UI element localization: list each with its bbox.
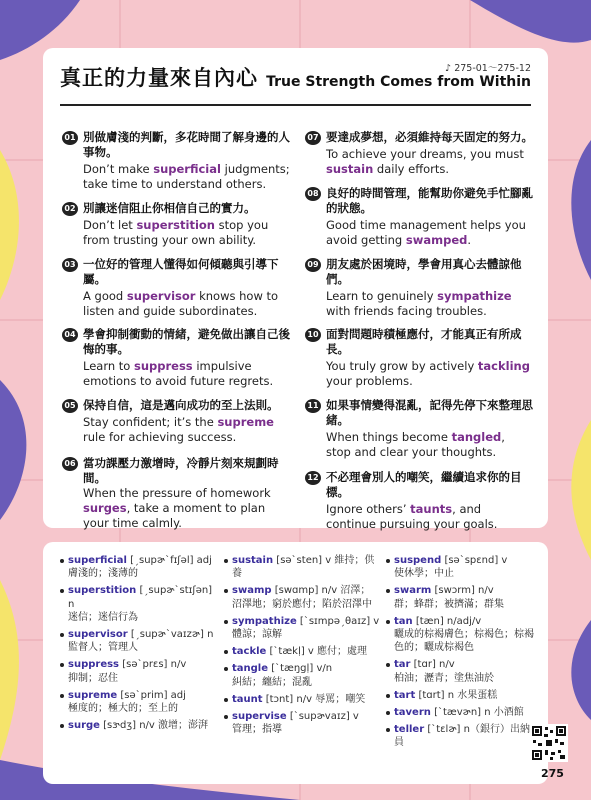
vocab-entry: tavern [ˋtævɚn] n 小酒館 (386, 706, 536, 719)
sentence-item (62, 257, 290, 327)
sentence-item (62, 201, 290, 257)
sentence-english: Ignore others’ taunts, and continue pursuing your goals. (326, 502, 498, 531)
sentence-english: A good supervisor knows how to listen and guide subordinates. (83, 289, 279, 318)
sentence-english: Learn to suppress impulsive emotions to avoid future regrets. (83, 359, 274, 388)
sentence-number-badge: 01 (62, 131, 78, 145)
sentence-number-badge: 12 (305, 471, 321, 485)
sentence-english: Don’t make superficial judgments; take time to understand others. (83, 162, 290, 191)
sentence-item (62, 398, 290, 456)
vocab-entry: sustain [səˋsten] v 維持；供養 (224, 554, 384, 580)
sentence-english: You truly grow by actively tackling your problems. (326, 359, 530, 388)
sentence-chinese: 別讓迷信阻止你相信自己的實力。 (83, 201, 256, 215)
sentence-item (305, 398, 533, 470)
vocab-entry: tart [tɑrt] n 水果蛋糕 (386, 689, 536, 702)
vocab-entry: tackle [ˋtækḷ] v 應付；處理 (224, 645, 384, 658)
vocab-entry: tan [tæn] n/adj/v 曬成的棕褐膚色；棕褐色；棕褐色的；曬成棕褐色 (386, 615, 536, 655)
qr-code-icon[interactable] (530, 724, 568, 762)
vocab-entry: swamp [swɑmp] n/v 沼澤； 沼澤地；窮於應付；陷於沼澤中 (224, 584, 384, 610)
vocab-entry: supervise [ˋsupɚvaɪz] v 管理；指導 (224, 710, 384, 736)
sentence-chinese: 面對問題時積極應付，才能真正有所成長。 (326, 327, 522, 356)
keyword: taunts (410, 502, 453, 516)
sentence-english: When things become tangled, stop and clear your thoughts. (326, 430, 505, 459)
vocab-entry: surge [sɝdʒ] n/v 激增；澎湃 (60, 719, 220, 732)
vocab-entry: sympathize [ˋsɪmpəˏθaɪz] v 體諒；諒解 (224, 615, 384, 641)
sentence-number-badge: 10 (305, 328, 321, 342)
keyword: tangled (451, 430, 502, 444)
sentence-chinese: 保持自信，這是邁向成功的至上法則。 (83, 398, 279, 412)
vocab-entry: swarm [swɔrm] n/v 群；蜂群；被擠滿；群集 (386, 584, 536, 610)
sentence-chinese: 朋友處於困境時，學會用真心去體諒他們。 (326, 257, 522, 286)
sentence-item (62, 327, 290, 398)
sentence-item (62, 130, 290, 201)
sentence-chinese: 良好的時間管理，能幫助你避免手忙腳亂的狀態。 (326, 186, 533, 215)
keyword: superstition (136, 218, 215, 232)
keyword: suppress (134, 359, 193, 373)
vocab-entry: teller [ˋtɛlɚ] n（銀行）出納員 (386, 723, 536, 749)
sentence-english: Learn to genuinely sympathize with friends facing troubles. (326, 289, 512, 318)
sentences-left-column (62, 130, 290, 531)
sentence-chinese: 如果事情變得混亂，記得先停下來整理思緒。 (326, 398, 533, 427)
sentence-chinese: 當功課壓力激增時，冷靜片刻來規劃時間。 (83, 456, 279, 485)
sentence-number-badge: 04 (62, 328, 78, 342)
title-divider (60, 104, 531, 106)
vocab-entry: superstition [ˏsupɚˋstɪʃən] n 迷信；迷信行為 (60, 584, 220, 624)
sentence-item (305, 470, 533, 532)
keyword: supervisor (126, 289, 196, 303)
vocab-entry: tangle [ˋtæŋgḷ] v/n 糾結；纏結；混亂 (224, 662, 384, 688)
keyword: surges (83, 501, 127, 515)
sentence-item (305, 186, 533, 257)
keyword: sustain (326, 162, 374, 176)
sentence-english: Good time management helps you avoid getting swamped. (326, 218, 526, 247)
vocab-entry: superficial [ˏsupɚˋfɪʃəl] adj 膚淺的；淺薄的 (60, 554, 220, 580)
keyword: superficial (153, 162, 221, 176)
sentence-english: To achieve your dreams, you must sustain daily efforts. (326, 147, 524, 176)
sentence-number-badge: 06 (62, 457, 78, 471)
vocab-entry: suspend [səˋspɛnd] v 使休學；中止 (386, 554, 536, 580)
sentence-chinese: 要達成夢想，必須維持每天固定的努力。 (326, 130, 533, 144)
page-title-english: True Strength Comes from Within (266, 74, 531, 90)
sentence-chinese: 不必理會別人的嘲笑，繼續追求你的目標。 (326, 470, 522, 499)
vocab-entry: supervisor [ˏsupɚˋvaɪzɚ] n 監督人；管理人 (60, 628, 220, 654)
keyword: supreme (217, 415, 274, 429)
sentence-english: When the pressure of homework surges, take a moment to plan your time calmly. (83, 486, 271, 530)
sentence-english: Stay confident; it’s the supreme rule for achieving success. (83, 415, 274, 444)
audio-track-label[interactable]: ♪ 275-01～275-12 (445, 63, 531, 74)
vocab-entry: taunt [tɔnt] n/v 辱罵；嘲笑 (224, 693, 384, 706)
vocab-column-3 (386, 554, 536, 754)
sentence-number-badge: 07 (305, 131, 321, 145)
sentence-number-badge: 09 (305, 258, 321, 272)
sentence-item (305, 130, 533, 186)
vocab-entry: supreme [səˋprim] adj 極度的；極大的；至上的 (60, 689, 220, 715)
sentence-item (62, 456, 290, 531)
keyword: swamped (405, 233, 468, 247)
sentence-number-badge: 05 (62, 399, 78, 413)
sentence-number-badge: 03 (62, 258, 78, 272)
vocab-entry: suppress [səˋprɛs] n/v 抑制；忍住 (60, 658, 220, 684)
vocab-column-1 (60, 554, 220, 736)
sentence-item (305, 327, 533, 398)
keyword: tackling (477, 359, 530, 373)
page-number: 275 (541, 767, 564, 780)
sentence-number-badge: 02 (62, 202, 78, 216)
keyword: sympathize (437, 289, 512, 303)
sentence-item (305, 257, 533, 327)
sentences-right-column (305, 130, 533, 532)
sentence-chinese: 別做膚淺的判斷，多花時間了解身邊的人事物。 (83, 130, 290, 159)
page-title-chinese: 真正的力量來自內心 (60, 66, 258, 90)
sentence-chinese: 一位好的管理人懂得如何傾聽與引導下屬。 (83, 257, 279, 286)
sentence-number-badge: 08 (305, 187, 321, 201)
sentence-number-badge: 11 (305, 399, 321, 413)
vocab-entry: tar [tɑr] n/v 柏油；瀝青；塗焦油於 (386, 658, 536, 684)
sentence-english: Don’t let superstition stop you from trusting your own ability. (83, 218, 269, 247)
sentence-chinese: 學會抑制衝動的情緒，避免做出讓自己後悔的事。 (83, 327, 290, 356)
vocab-column-2 (224, 554, 384, 740)
